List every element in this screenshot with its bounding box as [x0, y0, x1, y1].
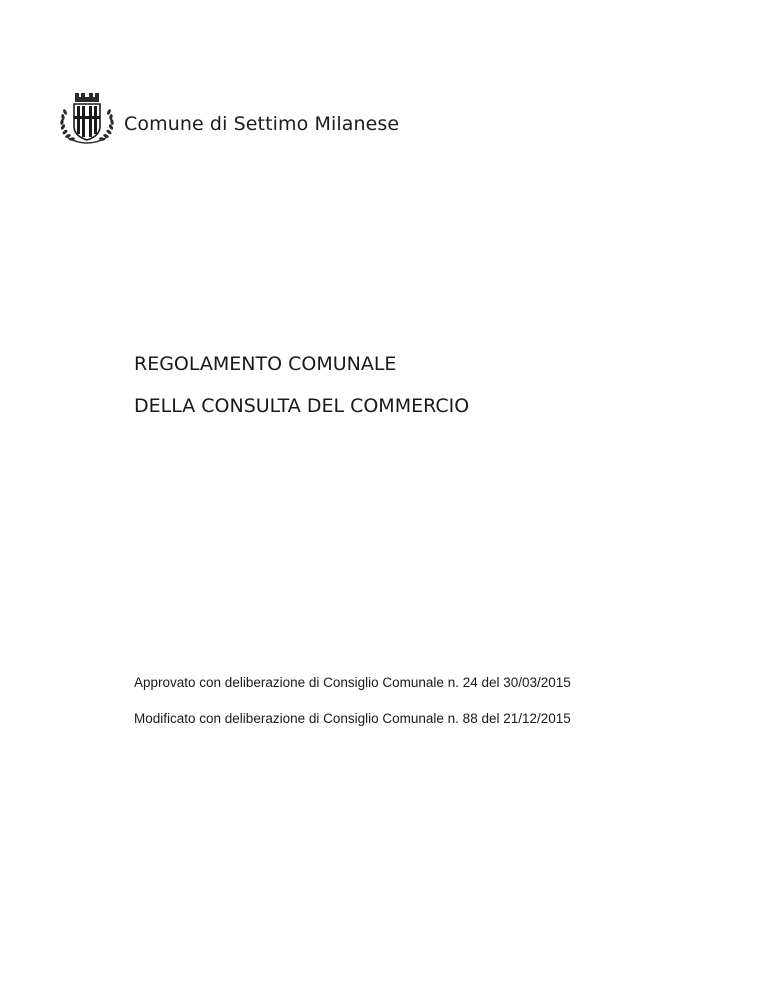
approval-notes — [134, 674, 571, 728]
title-line-2: DELLA CONSULTA DEL COMMERCIO — [134, 395, 470, 417]
coat-of-arms-icon — [56, 92, 118, 148]
title-line-1: REGOLAMENTO COMUNALE — [134, 353, 397, 375]
approval-note: Approvato con deliberazione di Consiglio Comunale n. 24 del 30/03/2015 — [134, 675, 571, 690]
page-header — [56, 92, 399, 148]
modification-note: Modificato con deliberazione di Consiglio Comunale n. 88 del 21/12/2015 — [134, 711, 571, 726]
document-title — [134, 352, 469, 418]
municipality-name: Comune di Settimo Milanese — [124, 113, 400, 135]
